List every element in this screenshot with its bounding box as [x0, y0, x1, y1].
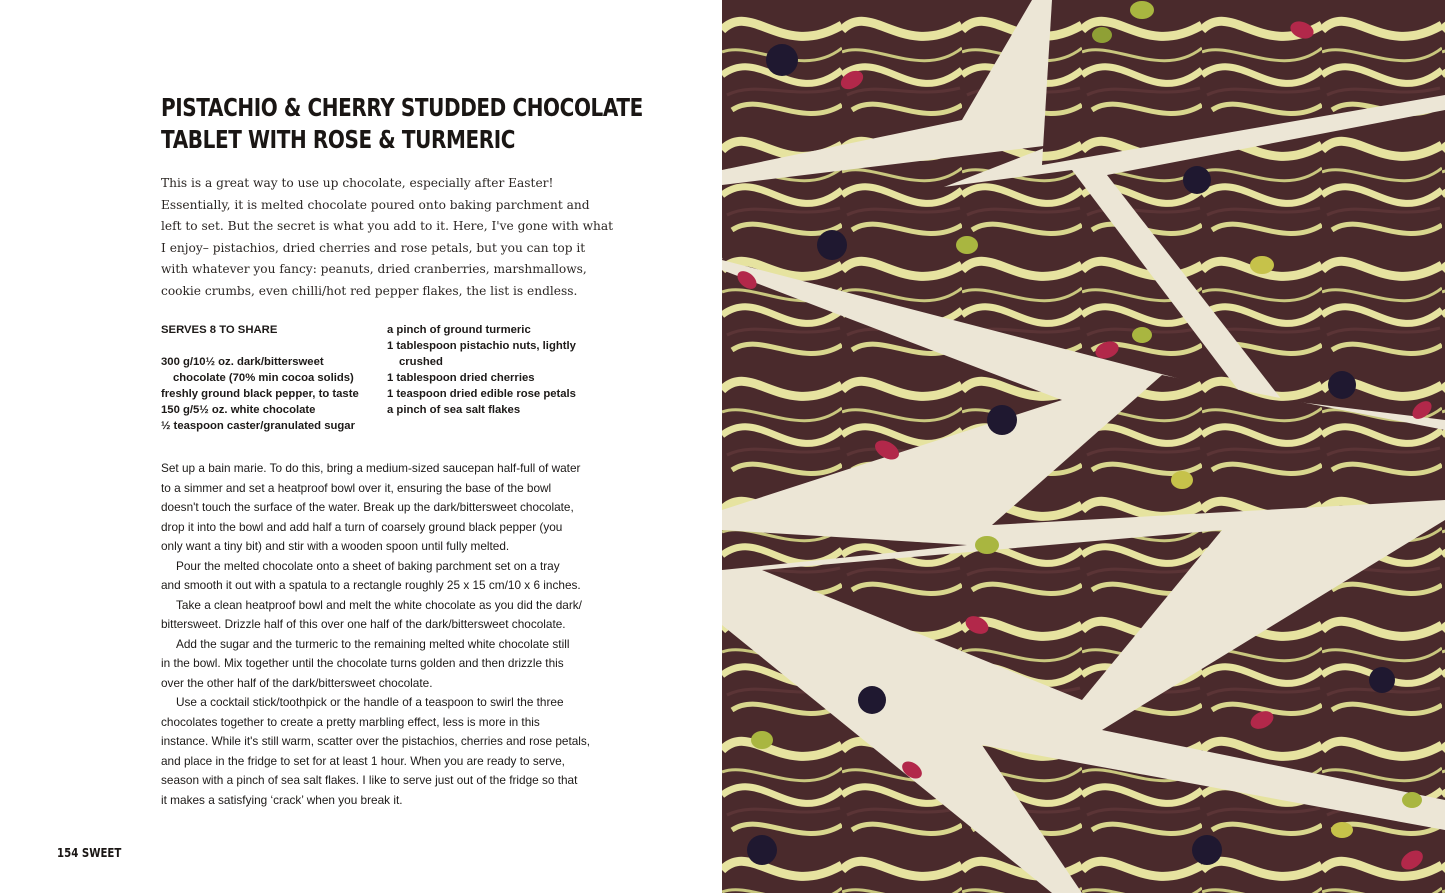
pistachio-icon	[1402, 792, 1422, 808]
serves-label: SERVES 8 TO SHARE	[161, 324, 278, 336]
pistachio-icon	[1171, 471, 1193, 489]
method-line: it makes a satisfying ‘crack’ when you break it.	[161, 792, 403, 807]
ingredient-item: 1 tablespoon dried cherries	[387, 372, 535, 384]
intro-line: Essentially, it is melted chocolate poured onto baking parchment and	[161, 197, 590, 212]
ingredients-left-column	[161, 322, 391, 434]
method-line: and place in the fridge to set for at least 1 hour. When you are ready to serve,	[161, 753, 565, 768]
pistachio-icon	[1331, 822, 1353, 838]
ingredient-item: freshly ground black pepper, to taste	[161, 388, 359, 400]
method-line: season with a pinch of sea salt flakes. I like to serve just out of the fridge so that	[161, 773, 578, 787]
method-line: in the bowl. Mix together until the chocolate turns golden and then drizzle this	[161, 656, 564, 670]
method-line: Use a cocktail stick/toothpick or the handle of a teaspoon to swirl the three	[176, 695, 564, 709]
page-footer: 154 SWEET	[57, 846, 122, 860]
pistachio-icon	[1132, 327, 1152, 343]
method-line: bittersweet. Drizzle half of this over one half of the dark/bittersweet chocolate.	[161, 617, 566, 631]
method-line: drop it into the bowl and add half a turn of coarsely ground black pepper (you	[161, 519, 563, 534]
pistachio-icon	[751, 731, 773, 749]
cherry-icon	[1192, 835, 1222, 865]
method-line: Set up a bain marie. To do this, bring a medium-sized saucepan half-full of water	[161, 461, 581, 475]
ingredient-item: 300 g/10½ oz. dark/bittersweet	[161, 356, 324, 368]
ingredients-right-column	[387, 322, 617, 418]
pistachio-icon	[1130, 1, 1154, 19]
cherry-icon	[1183, 166, 1211, 194]
cherry-icon	[1369, 667, 1395, 693]
ingredient-item: crushed	[399, 356, 443, 368]
cherry-icon	[766, 44, 798, 76]
intro-line: cookie crumbs, even chilli/hot red pepper flakes, the list is endless.	[161, 283, 578, 298]
method-line: doesn't touch the surface of the water. Break up the dark/bittersweet chocolate,	[161, 500, 574, 514]
pistachio-icon	[1250, 256, 1274, 274]
chocolate-bark-photo	[722, 0, 1445, 893]
intro-line: with whatever you fancy: peanuts, dried cranberries, marshmallows,	[161, 262, 587, 276]
method-line: Pour the melted chocolate onto a sheet of baking parchment set on a tray	[176, 558, 560, 573]
recipe-intro	[161, 173, 614, 302]
intro-line: left to set. But the secret is what you add to it. Here, I've gone with what	[161, 219, 614, 233]
pistachio-icon	[1092, 27, 1112, 43]
pistachio-icon	[975, 536, 999, 554]
left-page	[0, 0, 722, 893]
method-line: Add the sugar and the turmeric to the remaining melted white chocolate still	[176, 636, 570, 651]
recipe-title-line: TABLET WITH ROSE & TURMERIC	[161, 125, 516, 154]
method-line: to a simmer and set a heatproof bowl over it, ensuring the base of the bowl	[161, 480, 552, 495]
ingredient-item: a pinch of sea salt flakes	[387, 404, 521, 416]
method-line: Take a clean heatproof bowl and melt the white chocolate as you did the dark/	[176, 597, 582, 612]
cherry-icon	[817, 230, 847, 260]
ingredient-item: 150 g/5½ oz. white chocolate	[161, 404, 316, 416]
recipe-title-line: PISTACHIO & CHERRY STUDDED CHOCOLATE	[161, 93, 643, 122]
intro-line: I enjoy– pistachios, dried cherries and rose petals, but you can top it	[161, 240, 586, 255]
cherry-icon	[858, 686, 886, 714]
method-line: over the other half of the dark/bittersweet chocolate.	[161, 675, 433, 690]
intro-line: This is a great way to use up chocolate, especially after Easter!	[161, 176, 554, 190]
method-line: chocolates together to create a pretty marbling effect, less is more in this	[161, 714, 540, 729]
ingredient-item: 1 tablespoon pistachio nuts, lightly	[387, 340, 576, 352]
ingredient-item: chocolate (70% min cocoa solids)	[173, 372, 354, 384]
ingredient-item: ½ teaspoon caster/granulated sugar	[161, 420, 355, 432]
cherry-icon	[747, 835, 777, 865]
recipe-method	[161, 459, 606, 810]
ingredient-item: a pinch of ground turmeric	[387, 324, 531, 336]
ingredient-item: 1 teaspoon dried edible rose petals	[387, 388, 576, 400]
method-line: instance. While it's still warm, scatter over the pistachios, cherries and rose petals,	[161, 734, 591, 748]
cherry-icon	[1328, 371, 1356, 399]
method-line: only want a tiny bit) and stir with a wooden spoon until fully melted.	[161, 539, 510, 553]
pistachio-icon	[956, 236, 978, 254]
recipe-title	[161, 92, 643, 156]
cherry-icon	[987, 405, 1017, 435]
method-line: and smooth it out with a spatula to a rectangle roughly 25 x 15 cm/10 x 6 inches.	[161, 578, 581, 592]
